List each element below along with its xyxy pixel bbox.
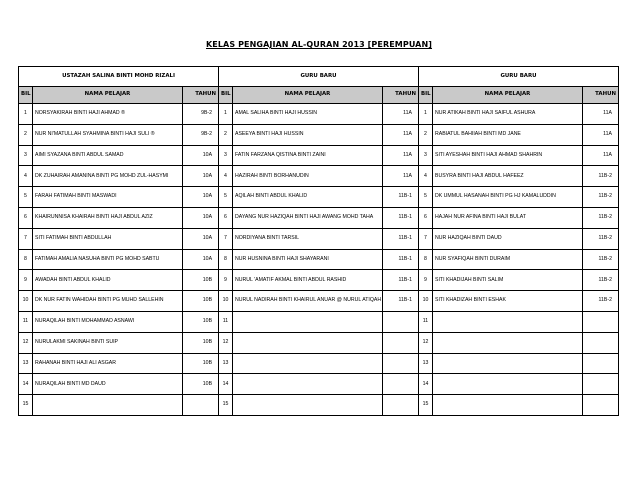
- student-name: AWADAH BINTI ABDUL KHALID: [33, 270, 183, 291]
- table-row: [219, 353, 419, 374]
- student-name: NUR HUSNINA BINTI HAJI SHAYARANI: [233, 249, 383, 270]
- table-row: [219, 270, 419, 291]
- student-name: [433, 332, 583, 353]
- student-name: HAJAH NUR AFINA BINTI HAJI BULAT: [433, 207, 583, 228]
- student-name: RAHANAH BINTI HAJI ALI ASGAR: [33, 353, 183, 374]
- row-number: 9: [419, 270, 433, 291]
- table-row: [419, 166, 619, 187]
- student-name: [433, 353, 583, 374]
- table-row: [19, 166, 219, 187]
- row-number: 12: [219, 332, 233, 353]
- student-year: [383, 395, 419, 416]
- student-name: FATIMAH AMALIA NASUHA BINTI PG MOHD SABTU: [33, 249, 183, 270]
- student-name: [233, 353, 383, 374]
- nama-header: NAMA PELAJAR: [233, 87, 383, 104]
- row-number: 5: [219, 187, 233, 208]
- row-number: 4: [19, 166, 33, 187]
- class-panel-3: [418, 66, 619, 416]
- table-row: [419, 353, 619, 374]
- table-row: [419, 207, 619, 228]
- row-number: 13: [219, 353, 233, 374]
- student-year: 9B-2: [183, 104, 219, 125]
- row-number: 14: [219, 374, 233, 395]
- table-row: [419, 249, 619, 270]
- student-year: [383, 332, 419, 353]
- table-row: [19, 291, 219, 312]
- tahun-header: TAHUN: [183, 87, 219, 104]
- row-number: 15: [219, 395, 233, 416]
- table-row: [419, 311, 619, 332]
- student-year: [183, 395, 219, 416]
- student-year: 10B: [183, 270, 219, 291]
- row-number: 11: [419, 311, 433, 332]
- student-name: ASEEYA BINTI HAJI HUSSIN: [233, 124, 383, 145]
- table-row: [19, 104, 219, 125]
- student-year: 10A: [183, 228, 219, 249]
- table-row: [219, 124, 419, 145]
- student-year: 11A: [383, 166, 419, 187]
- row-number: 7: [19, 228, 33, 249]
- row-number: 2: [219, 124, 233, 145]
- student-name: SITI FATIMAH BINTI ABDULLAH: [33, 228, 183, 249]
- table-row: [19, 332, 219, 353]
- student-name: NORSYAKIRAH BINTI HAJI AHMAD ®: [33, 104, 183, 125]
- student-name: [233, 374, 383, 395]
- student-name: [433, 311, 583, 332]
- row-number: 4: [219, 166, 233, 187]
- row-number: 8: [219, 249, 233, 270]
- student-year: 11B-1: [383, 187, 419, 208]
- student-name: [433, 395, 583, 416]
- student-year: 11B-1: [383, 228, 419, 249]
- table-row: [19, 395, 219, 416]
- student-year: 11B-2: [583, 270, 619, 291]
- table-row: [419, 291, 619, 312]
- bil-header: BIL: [419, 87, 433, 104]
- student-year: 11A: [383, 145, 419, 166]
- student-name: DK ZUHAIRAH AMANINA BINTI PG MOHD ZUL-HASYMI: [33, 166, 183, 187]
- row-number: 10: [219, 291, 233, 312]
- table-row: [19, 145, 219, 166]
- row-number: 2: [19, 124, 33, 145]
- table-row: [219, 207, 419, 228]
- table-row: [219, 291, 419, 312]
- table-row: [219, 166, 419, 187]
- table-row: [219, 395, 419, 416]
- table-row: [19, 270, 219, 291]
- student-year: [583, 332, 619, 353]
- row-number: 1: [419, 104, 433, 125]
- row-number: 9: [219, 270, 233, 291]
- table-row: [219, 145, 419, 166]
- table-row: [419, 374, 619, 395]
- student-year: 10B: [183, 332, 219, 353]
- row-number: 11: [219, 311, 233, 332]
- student-year: [583, 395, 619, 416]
- student-name: AMAL SALIHA BINTI HAJI HUSSIN: [233, 104, 383, 125]
- student-name: NURAQILAH BINTI MD DAUD: [33, 374, 183, 395]
- student-name: FATIN FARZANA QISTINA BINTI ZAINI: [233, 145, 383, 166]
- student-year: 10A: [183, 207, 219, 228]
- student-year: 10A: [183, 145, 219, 166]
- nama-header: NAMA PELAJAR: [33, 87, 183, 104]
- row-number: 4: [419, 166, 433, 187]
- student-year: [583, 353, 619, 374]
- student-year: 11B-2: [583, 207, 619, 228]
- student-name: [233, 332, 383, 353]
- student-year: 11B-1: [383, 207, 419, 228]
- student-name: SITI AYESHAH BINTI HAJI AHMAD SHAHRIN: [433, 145, 583, 166]
- student-year: 11B-1: [383, 249, 419, 270]
- row-number: 10: [19, 291, 33, 312]
- student-year: 11B-2: [583, 228, 619, 249]
- table-row: [419, 228, 619, 249]
- row-number: 15: [19, 395, 33, 416]
- table-row: [419, 104, 619, 125]
- student-name: NUR NI'MATULLAH SYAHMINA BINTI HAJI SULI ®: [33, 124, 183, 145]
- student-name: NURULAKMI SAKINAH BINTI SUIP: [33, 332, 183, 353]
- teacher-name: USTAZAH SALINA BINTI MOHD RIZALI: [19, 67, 219, 87]
- tahun-header: TAHUN: [583, 87, 619, 104]
- student-name: NUR SYAFIQAH BINTI DURAIM: [433, 249, 583, 270]
- teacher-name: GURU BARU: [419, 67, 619, 87]
- row-number: 10: [419, 291, 433, 312]
- student-name: NURUL 'AMATIF AKMAL BINTI ABDUL RASHID: [233, 270, 383, 291]
- student-year: 11B-2: [583, 166, 619, 187]
- student-name: [233, 395, 383, 416]
- student-name: DK UMMUL HASANAH BINTI PG HJ KAMALUDDIN: [433, 187, 583, 208]
- bil-header: BIL: [219, 87, 233, 104]
- table-row: [419, 395, 619, 416]
- student-year: 10B: [183, 291, 219, 312]
- student-name: AIMI SYAZANA BINTI ABDUL SAMAD: [33, 145, 183, 166]
- student-year: 11B-1: [383, 270, 419, 291]
- table-row: [19, 249, 219, 270]
- student-year: 11B-1: [383, 291, 419, 312]
- row-number: 2: [419, 124, 433, 145]
- row-number: 6: [19, 207, 33, 228]
- student-name: NUR ATIKAH BINTI HAJI SAIFUL ASHURA: [433, 104, 583, 125]
- page-title: KELAS PENGAJIAN AL-QURAN 2013 [PEREMPUAN]: [205, 40, 433, 49]
- student-name: KHAIRUNNISA KHAIRAH BINTI HAJI ABDUL AZIZ: [33, 207, 183, 228]
- student-year: 9B-2: [183, 124, 219, 145]
- row-number: 12: [419, 332, 433, 353]
- table-row: [19, 124, 219, 145]
- table-row: [419, 187, 619, 208]
- student-name: NORDIYANA BINTI TARSIL: [233, 228, 383, 249]
- table-row: [419, 332, 619, 353]
- student-year: 11A: [383, 104, 419, 125]
- student-year: [583, 374, 619, 395]
- row-number: 5: [419, 187, 433, 208]
- class-panel-1: [18, 66, 219, 416]
- student-name: BUSYRA BINTI HAJI ABDUL HAFEEZ: [433, 166, 583, 187]
- class-panels: [18, 66, 622, 411]
- row-number: 3: [219, 145, 233, 166]
- student-name: SITI KHADIJAH BINTI SALIM: [433, 270, 583, 291]
- student-name: [433, 374, 583, 395]
- student-year: 10A: [183, 187, 219, 208]
- row-number: 1: [219, 104, 233, 125]
- row-number: 8: [419, 249, 433, 270]
- row-number: 6: [219, 207, 233, 228]
- table-row: [219, 249, 419, 270]
- table-row: [219, 104, 419, 125]
- student-name: AQILAH BINTI ABDUL KHALID: [233, 187, 383, 208]
- row-number: 7: [419, 228, 433, 249]
- row-number: 3: [419, 145, 433, 166]
- student-year: 11A: [583, 145, 619, 166]
- student-year: 10A: [183, 249, 219, 270]
- student-name: FARAH FATIMAH BINTI MASWADI: [33, 187, 183, 208]
- student-name: HAZIRAH BINTI BORHANUDIN: [233, 166, 383, 187]
- row-number: 13: [419, 353, 433, 374]
- student-year: 10B: [183, 353, 219, 374]
- student-name: RABIATUL BAHIIAH BINTI MD JANE: [433, 124, 583, 145]
- table-row: [19, 207, 219, 228]
- nama-header: NAMA PELAJAR: [433, 87, 583, 104]
- row-number: 5: [19, 187, 33, 208]
- row-number: 13: [19, 353, 33, 374]
- row-number: 7: [219, 228, 233, 249]
- student-year: [583, 311, 619, 332]
- table-row: [19, 228, 219, 249]
- table-row: [219, 187, 419, 208]
- student-year: 10B: [183, 311, 219, 332]
- student-year: 10B: [183, 374, 219, 395]
- table-row: [19, 311, 219, 332]
- student-name: DAYANG NUR HAZIQAH BINTI HAJI AWANG MOHD TAHA: [233, 207, 383, 228]
- row-number: 14: [19, 374, 33, 395]
- table-row: [219, 311, 419, 332]
- row-number: 15: [419, 395, 433, 416]
- table-row: [19, 374, 219, 395]
- student-name: DK NUR FATIN WAHIDAH BINTI PG MUHD SALLEHIN: [33, 291, 183, 312]
- student-year: [383, 374, 419, 395]
- student-year: 11B-2: [583, 249, 619, 270]
- student-year: [383, 311, 419, 332]
- table-row: [419, 145, 619, 166]
- table-row: [219, 332, 419, 353]
- table-row: [419, 124, 619, 145]
- student-year: 10A: [183, 166, 219, 187]
- student-name: SITI KHADIZAH BINTI ESHAK: [433, 291, 583, 312]
- student-year: 11A: [583, 104, 619, 125]
- table-row: [219, 228, 419, 249]
- tahun-header: TAHUN: [383, 87, 419, 104]
- table-row: [19, 353, 219, 374]
- student-year: [383, 353, 419, 374]
- row-number: 1: [19, 104, 33, 125]
- table-row: [419, 270, 619, 291]
- row-number: 6: [419, 207, 433, 228]
- student-name: NURUL NADIRAH BINTI KHAIRUL ANUAR @ NURUL ATIQAH: [233, 291, 383, 312]
- student-year: 11A: [583, 124, 619, 145]
- student-name: [33, 395, 183, 416]
- row-number: 11: [19, 311, 33, 332]
- teacher-name: GURU BARU: [219, 67, 419, 87]
- student-name: NUR HAZIQAH BINTI DAUD: [433, 228, 583, 249]
- row-number: 12: [19, 332, 33, 353]
- table-row: [19, 187, 219, 208]
- student-year: 11B-2: [583, 187, 619, 208]
- bil-header: BIL: [19, 87, 33, 104]
- row-number: 14: [419, 374, 433, 395]
- row-number: 3: [19, 145, 33, 166]
- row-number: 9: [19, 270, 33, 291]
- student-year: 11A: [383, 124, 419, 145]
- row-number: 8: [19, 249, 33, 270]
- class-panel-2: [218, 66, 419, 416]
- student-name: [233, 311, 383, 332]
- student-name: NURAQILAH BINTI MOHAMMAD ASNAWI: [33, 311, 183, 332]
- table-row: [219, 374, 419, 395]
- student-year: 11B-2: [583, 291, 619, 312]
